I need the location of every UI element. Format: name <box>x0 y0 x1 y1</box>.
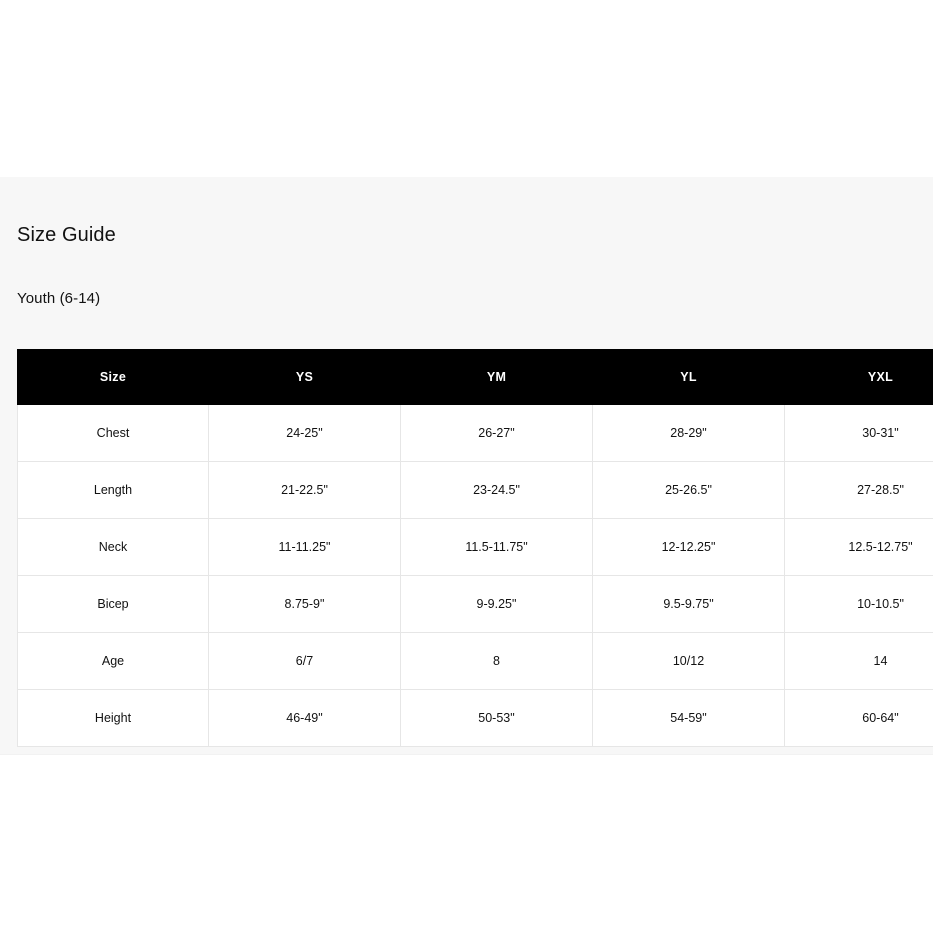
cell-value: 11-11.25" <box>209 519 401 576</box>
table-header <box>18 350 933 405</box>
cell-value: 9-9.25" <box>401 576 593 633</box>
size-guide-panel <box>0 177 933 755</box>
size-table-scroll-area[interactable] <box>17 349 933 747</box>
cell-value: 46-49" <box>209 690 401 747</box>
row-label: Age <box>18 633 209 690</box>
cell-value: 8 <box>401 633 593 690</box>
row-label: Bicep <box>18 576 209 633</box>
cell-value: 50-53" <box>401 690 593 747</box>
cell-value: 23-24.5" <box>401 462 593 519</box>
cell-value: 12.5-12.75" <box>785 519 933 576</box>
cell-value: 6/7 <box>209 633 401 690</box>
table-row <box>18 633 933 690</box>
row-label: Chest <box>18 405 209 462</box>
cell-value: 26-27" <box>401 405 593 462</box>
cell-value: 25-26.5" <box>593 462 785 519</box>
cell-value: 8.75-9" <box>209 576 401 633</box>
cell-value: 10-10.5" <box>785 576 933 633</box>
cell-value: 60-64" <box>785 690 933 747</box>
row-label: Height <box>18 690 209 747</box>
page-title: Size Guide <box>17 224 116 246</box>
cell-value: 10/12 <box>593 633 785 690</box>
cell-value: 9.5-9.75" <box>593 576 785 633</box>
cell-value: 24-25" <box>209 405 401 462</box>
cell-value: 14 <box>785 633 933 690</box>
cell-value: 30-31" <box>785 405 933 462</box>
column-header-yl: YL <box>593 350 785 405</box>
row-label: Length <box>18 462 209 519</box>
size-chart-table <box>17 349 933 747</box>
table-row <box>18 576 933 633</box>
table-row <box>18 519 933 576</box>
column-header-ym: YM <box>401 350 593 405</box>
cell-value: 27-28.5" <box>785 462 933 519</box>
table-body <box>18 405 933 747</box>
table-row <box>18 690 933 747</box>
panel-divider <box>0 754 933 755</box>
column-header-yxl: YXL <box>785 350 933 405</box>
cell-value: 21-22.5" <box>209 462 401 519</box>
cell-value: 28-29" <box>593 405 785 462</box>
row-label: Neck <box>18 519 209 576</box>
cell-value: 54-59" <box>593 690 785 747</box>
cell-value: 12-12.25" <box>593 519 785 576</box>
table-header-row <box>18 350 933 405</box>
column-header-size: Size <box>18 350 209 405</box>
size-group-label: Youth (6-14) <box>17 290 101 307</box>
table-row <box>18 405 933 462</box>
cell-value: 11.5-11.75" <box>401 519 593 576</box>
column-header-ys: YS <box>209 350 401 405</box>
table-row <box>18 462 933 519</box>
